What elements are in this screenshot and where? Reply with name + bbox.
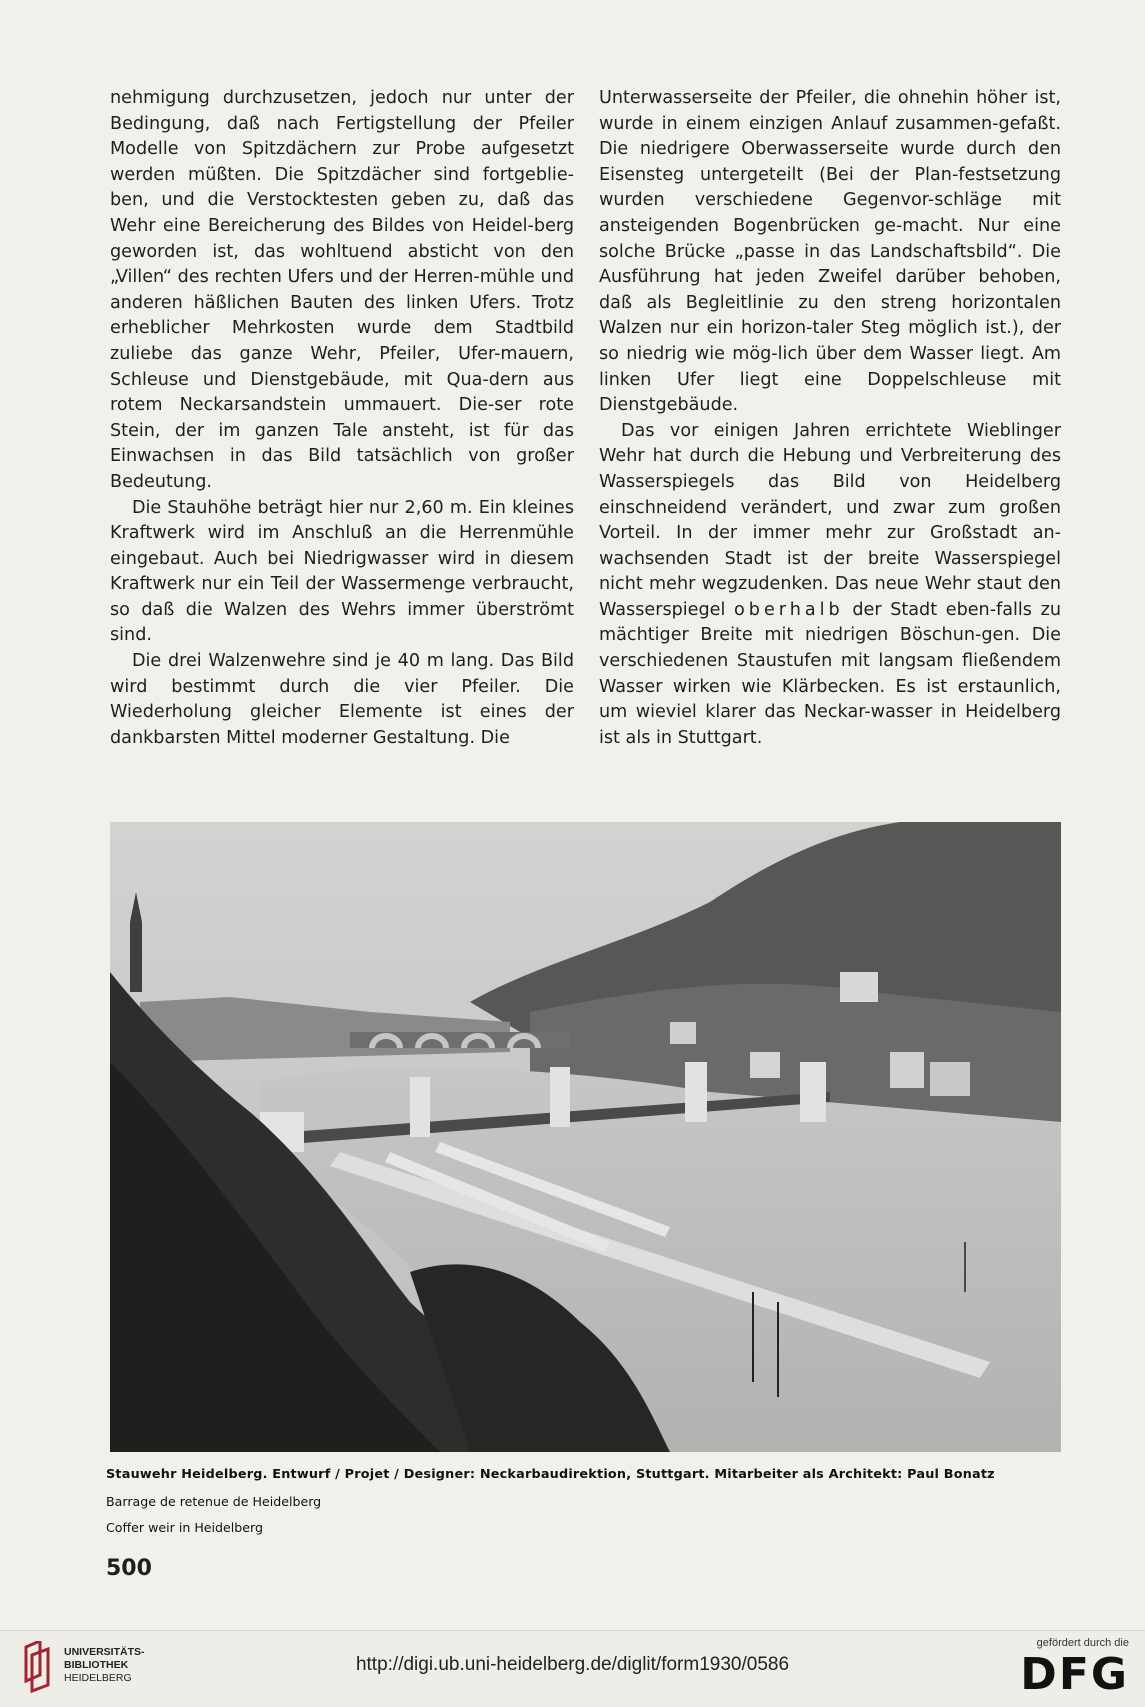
weir-photograph <box>110 822 1061 1452</box>
right-paragraph-2 <box>599 419 1061 752</box>
dfg-logo: DFG <box>1020 1649 1129 1700</box>
caption-french: Barrage de retenue de Heidelberg <box>106 1494 322 1509</box>
page-number: 500 <box>106 1556 152 1581</box>
right-paragraph-2-end: der Stadt eben-falls zu mächtiger Breite mit niedrigen Böschun-gen. Die verschiedenen Staustufen mit langsam fließendem Wasser wirken wie Klärbecken. Es ist erstaunlich, um wieviel klarer das Neckar-wasser in Heidelberg ist als in Stuttgart. <box>599 599 1061 748</box>
right-paragraph-1: Unterwasserseite der Pfeiler, die ohnehin höher ist, wurde in einem einzigen Anlauf zusammen-gefaßt. Die niedrigere Oberwasserseite wurde durch den Eisensteg untergeteilt (Bei der Plan-festsetzung wurden verschiedene Gegenvor-schläge mit ansteigenden Bogenbrücken ge-macht. Nur eine solche Brücke „passe in das Landschaftsbild“. Die Ausführung hat jeden Zweifel darüber behoben, daß als Begleitlinie zu den streng horizontalen Walzen nur ein horizon-taler Steg möglich ist.), der so niedrig wie mög-lich über dem Wasser liegt. Am linken Ufer liegt eine Doppelschleuse mit Dienstgebäude. <box>599 88 1061 416</box>
right-text-column <box>599 86 1061 751</box>
left-paragraph-3: Die drei Walzenwehre sind je 40 m lang. Das Bild wird bestimmt durch die vier Pfeiler. Die Wiederholung gleicher Elemente ist eines der dankbarsten Mittel moderner Gestaltung. Die <box>110 651 574 748</box>
weir-photo-illustration <box>110 822 1061 1452</box>
source-url-link[interactable]: http://digi.ub.uni-heidelberg.de/diglit/form1930/0586 <box>355 1654 790 1675</box>
funding-label: gefördert durch die <box>1036 1637 1129 1649</box>
library-name-line-1: UNIVERSITÄTS- <box>64 1646 145 1658</box>
left-paragraph-1: nehmigung durchzusetzen, jedoch nur unter der Bedingung, daß nach Fertigstellung der Pfeiler Modelle von Spitzdächern zur Probe aufgesetzt werden müßten. Die Spitzdächer sind fortgeblie-ben, und die Verstocktesten geben zu, daß das Wehr eine Bereicherung des Bildes von Heidel-berg geworden ist, das wohltuend absticht von den „Villen“ des rechten Ufers und der Herren-mühle und anderen häßlichen Bauten des linken Ufers. Trotz erheblicher Mehrkosten wurde dem Stadtbild zuliebe das ganze Wehr, Pfeiler, Ufer-mauern, Schleuse und Dienstgebäude, mit Qua-dern aus rotem Neckarsandstein ummauert. Die-ser rote Stein, der im ganzen Tale ansteht, ist für das Einwachsen in das Bild tatsächlich von großer Bedeutung. <box>110 88 574 492</box>
library-name-line-3: HEIDELBERG <box>64 1672 132 1684</box>
spaced-word: oberhalb <box>734 599 844 620</box>
right-paragraph-2-start: Das vor einigen Jahren errichtete Wieblinger Wehr hat durch die Hebung und Verbreiterung des Wasserspiegels das Bild von Heidelberg einschneidend verändert, und zwar zum großen Vorteil. In der immer mehr zur Großstadt an-wachsenden Stadt ist der breite Wasserspiegel nicht mehr wegzudenken. Das neue Wehr staut den Wasserspiegel <box>599 420 1061 620</box>
left-paragraph-2: Die Stauhöhe beträgt hier nur 2,60 m. Ein kleines Kraftwerk wird im Anschluß an die Herrenmühle eingebaut. Auch bei Niedrigwasser wird in diesem Kraftwerk nur ein Teil der Wassermenge verbraucht, so daß die Walzen des Wehrs immer überströmt sind. <box>110 497 574 646</box>
caption-english: Coffer weir in Heidelberg <box>106 1520 263 1535</box>
caption-main: Stauwehr Heidelberg. Entwurf / Projet / Designer: Neckarbaudirektion, Stuttgart. Mitarbeiter als Architekt: Paul Bonatz <box>106 1467 995 1482</box>
library-name-line-2: BIBLIOTHEK <box>64 1659 129 1671</box>
left-text-column <box>110 86 574 751</box>
